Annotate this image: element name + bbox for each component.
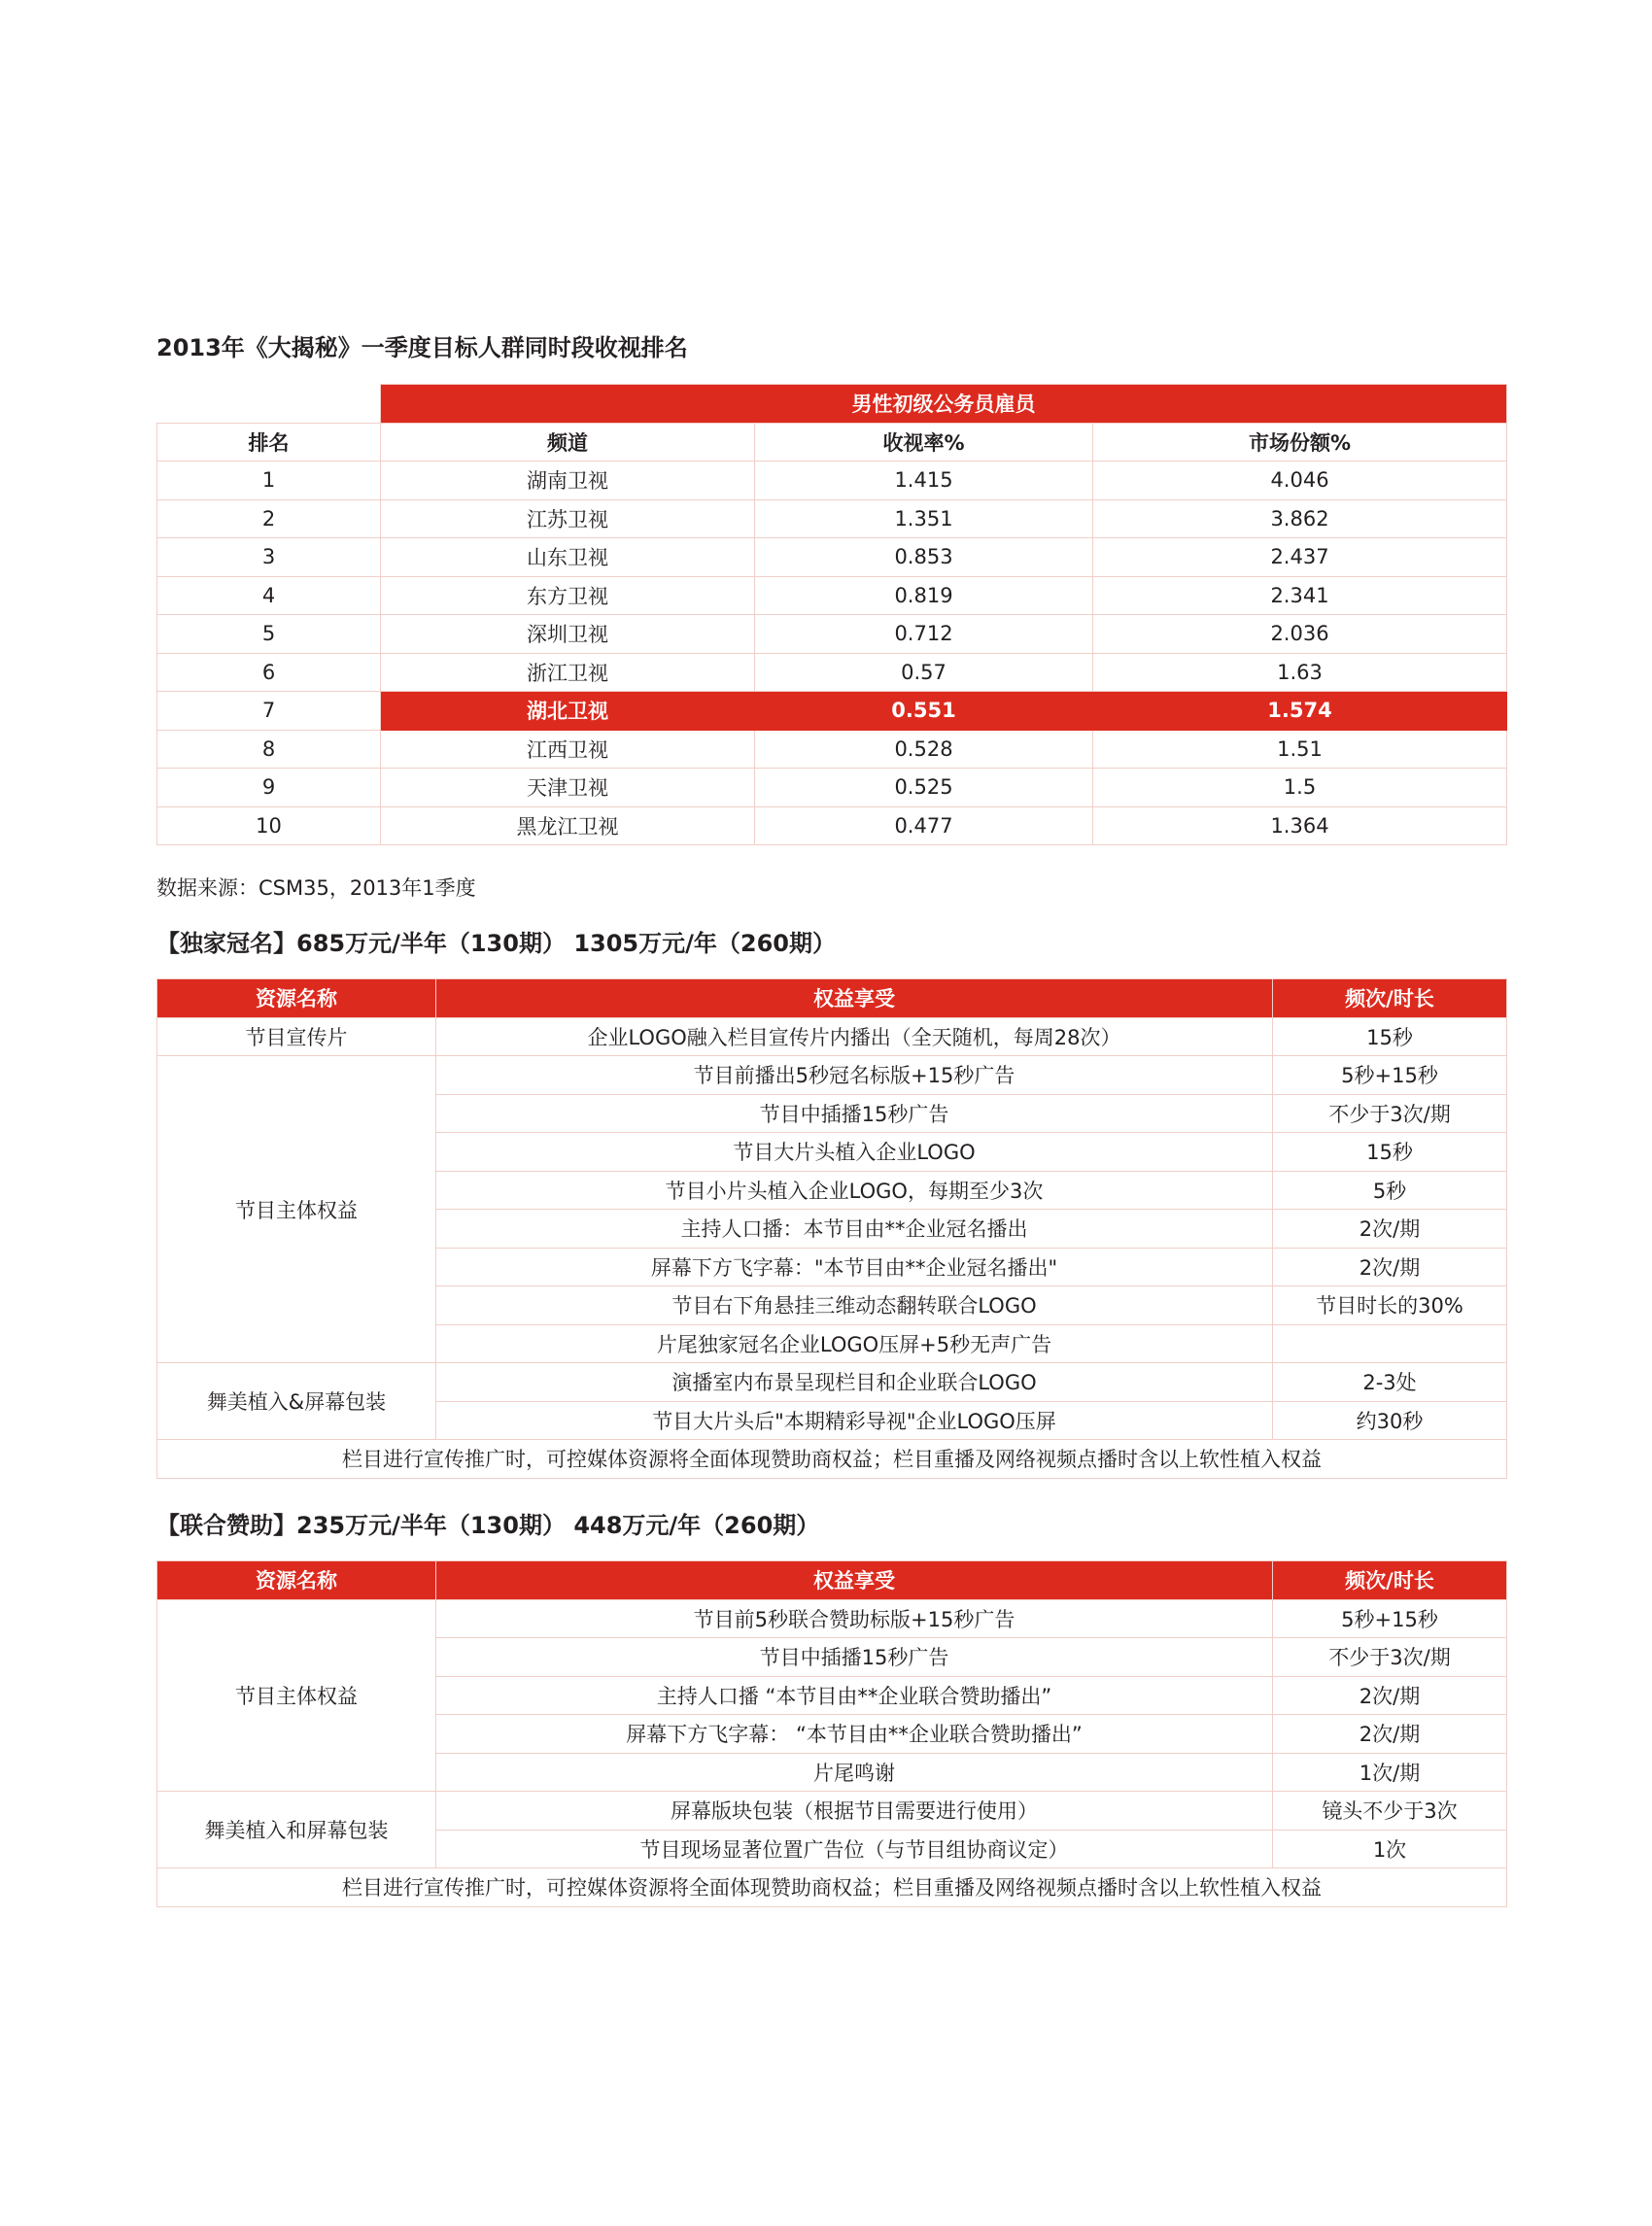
table-footer-row	[157, 1868, 1507, 1907]
footer-note: 栏目进行宣传推广时，可控媒体资源将全面体现赞助商权益；栏目重播及网络视频点播时含以上软性植入权益	[157, 1440, 1507, 1479]
frequency-cell: 15秒	[1273, 1017, 1507, 1056]
rank-cell: 6	[157, 653, 381, 692]
column-header-frequency: 频次/时长	[1273, 1561, 1507, 1600]
table-row	[157, 769, 1507, 807]
channel-cell: 山东卫视	[381, 538, 755, 577]
channel-cell: 江西卫视	[381, 730, 755, 769]
benefit-cell: 屏幕版块包装（根据节目需要进行使用）	[436, 1792, 1273, 1831]
rank-cell: 5	[157, 615, 381, 654]
table-row	[157, 653, 1507, 692]
share-cell: 2.341	[1093, 576, 1507, 615]
table-row	[157, 730, 1507, 769]
joint-benefits-table	[156, 1560, 1507, 1907]
joint-heading-price: 235万元/半年（130期） 448万元/年（260期）	[296, 1512, 820, 1539]
resource-cell: 节目主体权益	[157, 1599, 436, 1792]
benefit-cell: 节目小片头植入企业LOGO，每期至少3次	[436, 1171, 1273, 1210]
column-header-benefit: 权益享受	[436, 979, 1273, 1018]
share-cell: 2.036	[1093, 615, 1507, 654]
ranking-header-spacer	[157, 385, 381, 424]
exclusive-heading-label: 【独家冠名】	[156, 930, 296, 957]
benefit-cell: 演播室内布景呈现栏目和企业联合LOGO	[436, 1363, 1273, 1402]
benefit-cell: 主持人口播 “本节目由**企业联合赞助播出”	[436, 1676, 1273, 1715]
frequency-cell: 5秒+15秒	[1273, 1599, 1507, 1638]
rating-cell: 1.415	[755, 462, 1093, 500]
table-row	[157, 1792, 1507, 1831]
column-header-channel: 频道	[381, 423, 755, 462]
rating-cell: 0.528	[755, 730, 1093, 769]
frequency-cell: 约30秒	[1273, 1401, 1507, 1440]
footer-note: 栏目进行宣传推广时，可控媒体资源将全面体现赞助商权益；栏目重播及网络视频点播时含以上软性植入权益	[157, 1868, 1507, 1907]
frequency-cell	[1273, 1324, 1507, 1363]
table-row	[157, 1056, 1507, 1095]
exclusive-heading-price: 685万元/半年（130期） 1305万元/年（260期）	[296, 930, 836, 957]
benefit-cell: 节目大片头后"本期精彩导视"企业LOGO压屏	[436, 1401, 1273, 1440]
benefit-cell: 节目前播出5秒冠名标版+15秒广告	[436, 1056, 1273, 1095]
share-cell: 1.63	[1093, 653, 1507, 692]
data-source-note: 数据来源：CSM35，2013年1季度	[156, 876, 476, 900]
channel-cell: 湖北卫视	[381, 692, 755, 731]
exclusive-header-row	[157, 979, 1507, 1018]
exclusive-heading	[156, 924, 836, 958]
channel-cell: 深圳卫视	[381, 615, 755, 654]
share-cell: 1.364	[1093, 806, 1507, 845]
rank-cell: 7	[157, 692, 381, 731]
benefit-cell: 节目右下角悬挂三维动态翻转联合LOGO	[436, 1286, 1273, 1325]
frequency-cell: 2次/期	[1273, 1715, 1507, 1754]
table-footer-row	[157, 1440, 1507, 1479]
rating-cell: 0.819	[755, 576, 1093, 615]
rating-cell: 0.477	[755, 806, 1093, 845]
column-header-rank: 排名	[157, 423, 381, 462]
frequency-cell: 1次	[1273, 1830, 1507, 1868]
rating-cell: 1.351	[755, 499, 1093, 538]
frequency-cell: 2-3处	[1273, 1363, 1507, 1402]
rank-cell: 3	[157, 538, 381, 577]
table-row	[157, 1599, 1507, 1638]
rating-cell: 0.57	[755, 653, 1093, 692]
column-header-benefit: 权益享受	[436, 1561, 1273, 1600]
share-cell: 1.51	[1093, 730, 1507, 769]
frequency-cell: 不少于3次/期	[1273, 1094, 1507, 1133]
benefit-cell: 节目现场显著位置广告位（与节目组协商议定）	[436, 1830, 1273, 1868]
channel-cell: 浙江卫视	[381, 653, 755, 692]
frequency-cell: 2次/期	[1273, 1248, 1507, 1286]
column-header-frequency: 频次/时长	[1273, 979, 1507, 1018]
table-row	[157, 499, 1507, 538]
benefit-cell: 主持人口播：本节目由**企业冠名播出	[436, 1210, 1273, 1249]
column-header-resource: 资源名称	[157, 1561, 436, 1600]
joint-heading-label: 【联合赞助】	[156, 1512, 296, 1539]
ranking-table	[156, 384, 1507, 845]
frequency-cell: 节目时长的30%	[1273, 1286, 1507, 1325]
table-row	[157, 1017, 1507, 1056]
ranking-group-header: 男性初级公务员雇员	[381, 385, 1507, 424]
rank-cell: 8	[157, 730, 381, 769]
benefit-cell: 节目大片头植入企业LOGO	[436, 1133, 1273, 1172]
benefit-cell: 屏幕下方飞字幕："本节目由**企业冠名播出"	[436, 1248, 1273, 1286]
table-row	[157, 462, 1507, 500]
rating-cell: 0.853	[755, 538, 1093, 577]
joint-header-row	[157, 1561, 1507, 1600]
channel-cell: 东方卫视	[381, 576, 755, 615]
channel-cell: 天津卫视	[381, 769, 755, 807]
resource-cell: 节目宣传片	[157, 1017, 436, 1056]
benefit-cell: 节目前5秒联合赞助标版+15秒广告	[436, 1599, 1273, 1638]
ranking-group-header-row	[157, 385, 1507, 424]
resource-cell: 舞美植入&屏幕包装	[157, 1363, 436, 1440]
share-cell: 1.574	[1093, 692, 1507, 731]
rank-cell: 10	[157, 806, 381, 845]
frequency-cell: 5秒	[1273, 1171, 1507, 1210]
benefit-cell: 节目中插播15秒广告	[436, 1094, 1273, 1133]
benefit-cell: 企业LOGO融入栏目宣传片内播出（全天随机，每周28次）	[436, 1017, 1273, 1056]
channel-cell: 黑龙江卫视	[381, 806, 755, 845]
rank-cell: 2	[157, 499, 381, 538]
table-row	[157, 576, 1507, 615]
table-row	[157, 806, 1507, 845]
rating-cell: 0.551	[755, 692, 1093, 731]
table-row	[157, 615, 1507, 654]
table-row	[157, 1363, 1507, 1402]
rating-cell: 0.525	[755, 769, 1093, 807]
column-header-resource: 资源名称	[157, 979, 436, 1018]
share-cell: 2.437	[1093, 538, 1507, 577]
benefit-cell: 片尾独家冠名企业LOGO压屏+5秒无声广告	[436, 1324, 1273, 1363]
channel-cell: 江苏卫视	[381, 499, 755, 538]
share-cell: 3.862	[1093, 499, 1507, 538]
frequency-cell: 1次/期	[1273, 1753, 1507, 1792]
frequency-cell: 镜头不少于3次	[1273, 1792, 1507, 1831]
rank-cell: 1	[157, 462, 381, 500]
column-header-share: 市场份额%	[1093, 423, 1507, 462]
frequency-cell: 不少于3次/期	[1273, 1638, 1507, 1677]
ranking-column-header-row	[157, 423, 1507, 462]
resource-cell: 舞美植入和屏幕包装	[157, 1792, 436, 1868]
rating-cell: 0.712	[755, 615, 1093, 654]
benefit-cell: 片尾鸣谢	[436, 1753, 1273, 1792]
table-row-highlighted	[157, 692, 1507, 731]
frequency-cell: 2次/期	[1273, 1210, 1507, 1249]
channel-cell: 湖南卫视	[381, 462, 755, 500]
share-cell: 1.5	[1093, 769, 1507, 807]
table-row	[157, 538, 1507, 577]
exclusive-benefits-table	[156, 978, 1507, 1479]
ranking-title: 2013年《大揭秘》一季度目标人群同时段收视排名	[156, 334, 688, 361]
frequency-cell: 5秒+15秒	[1273, 1056, 1507, 1095]
share-cell: 4.046	[1093, 462, 1507, 500]
column-header-rating: 收视率%	[755, 423, 1093, 462]
frequency-cell: 2次/期	[1273, 1676, 1507, 1715]
resource-cell: 节目主体权益	[157, 1056, 436, 1363]
joint-heading	[156, 1506, 819, 1540]
benefit-cell: 节目中插播15秒广告	[436, 1638, 1273, 1677]
rank-cell: 4	[157, 576, 381, 615]
benefit-cell: 屏幕下方飞字幕： “本节目由**企业联合赞助播出”	[436, 1715, 1273, 1754]
frequency-cell: 15秒	[1273, 1133, 1507, 1172]
rank-cell: 9	[157, 769, 381, 807]
